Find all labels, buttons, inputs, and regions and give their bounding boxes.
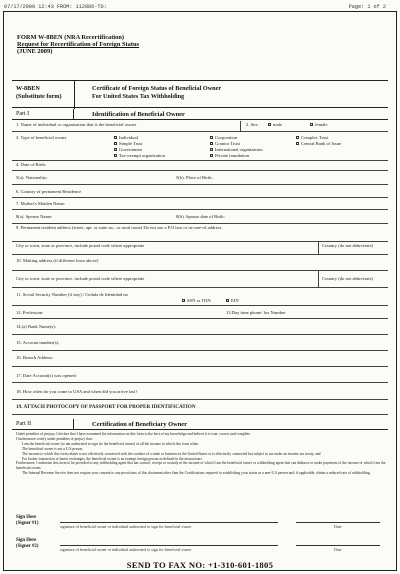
type-central-bank-checkbox[interactable] bbox=[296, 142, 299, 145]
type-private-foundation[interactable] bbox=[210, 153, 249, 158]
signer2-date-label: Date bbox=[334, 547, 342, 552]
city1-line bbox=[12, 254, 388, 255]
signer2-date-line[interactable] bbox=[296, 545, 380, 546]
cert-point3: The income to which this form relates is not effectively connected with the conduct of a trade or business in the United States or is effectively connected but subject to tax under an income tax treaty, and bbox=[22, 451, 321, 456]
field16-label[interactable]: 16. Branch Address: bbox=[16, 355, 54, 360]
sex-male-checkbox[interactable] bbox=[268, 123, 271, 126]
signer2-caption: signature of beneficial owner or individual authorized to sign for beneficial owner bbox=[60, 547, 192, 552]
ein-label: EIN bbox=[231, 298, 239, 303]
form-header-row bbox=[12, 80, 388, 108]
type-individual-label: Individual bbox=[119, 135, 138, 140]
type-corporation-checkbox[interactable] bbox=[210, 136, 213, 139]
cert-point1: I am the beneficial owner (or am authorized to sign for the beneficial owner) of all the income to which this form relate. bbox=[22, 441, 200, 446]
field1-line bbox=[12, 131, 388, 132]
form-code bbox=[16, 85, 62, 101]
field10-line bbox=[12, 270, 388, 271]
type-central-bank-label: Central Bank of Issue bbox=[301, 141, 341, 146]
city2-label[interactable]: City or town, state or province, include postal code where appropriate bbox=[16, 276, 145, 281]
signer1-caption: signature of beneficial owner or individual authorized to sign for beneficial owner bbox=[60, 524, 192, 529]
field3-line bbox=[12, 160, 388, 161]
field5b-label[interactable]: 5(b). Place of Birth: bbox=[176, 175, 213, 180]
field1-label: 1. Name of individual or organization that is the beneficial owner bbox=[16, 122, 137, 127]
type-international-org[interactable] bbox=[210, 147, 263, 152]
ssn-option[interactable] bbox=[182, 298, 211, 303]
form-title-line2: Request for Recertification of Foreign Status bbox=[17, 41, 140, 49]
type-corporation[interactable] bbox=[210, 135, 237, 140]
field19-label: 19. ATTACH PHOTOCOPY OF PASSPORT FOR PROPER IDENTIFICATION bbox=[16, 404, 196, 410]
type-government[interactable] bbox=[114, 147, 142, 152]
form-code-line1: W-8BEN bbox=[16, 85, 40, 92]
signer1-date-line[interactable] bbox=[296, 522, 380, 523]
header-divider bbox=[74, 81, 75, 109]
field1-separator bbox=[240, 121, 241, 132]
cert-intro: Under penalties of perjury, I declare that I have examined the information on this form to the best of my knowledge and believe it is true, correct and complete. bbox=[16, 432, 251, 436]
field17-label[interactable]: 17. Date Account(s) was opened: bbox=[16, 373, 77, 378]
form-code-line2: (Substitute form) bbox=[16, 93, 62, 100]
city1-separator bbox=[318, 242, 319, 254]
sex-female-option[interactable] bbox=[310, 122, 328, 127]
ein-option[interactable] bbox=[226, 298, 239, 303]
field8b-label[interactable]: 8(b). Spouse date of Birth: bbox=[176, 214, 225, 219]
part1-title: Identification of Beneficial Owner bbox=[92, 110, 185, 118]
city2-line bbox=[12, 287, 388, 288]
cert-intro2: I furthermore certify under penalties of perjury that: bbox=[16, 436, 93, 441]
type-grantor-trust-label: Grantor Trust bbox=[215, 141, 240, 146]
type-international-org-checkbox[interactable] bbox=[210, 148, 213, 151]
field14-label[interactable]: 14.(a) Bank Name(s): bbox=[16, 324, 56, 329]
field13-label[interactable]: 13.Day time phone/ fax Number bbox=[226, 310, 286, 315]
type-international-org-label: International organization bbox=[215, 147, 263, 152]
fax-page-count: Page: 1 of 2 bbox=[348, 4, 386, 10]
part1-header bbox=[12, 109, 388, 120]
signer1-date-label: Date bbox=[334, 524, 342, 529]
signer2-label bbox=[16, 538, 38, 550]
type-tax-exempt-org-label: Tax-exempt organization bbox=[119, 153, 165, 158]
field8-line bbox=[12, 223, 388, 224]
type-simple-trust-checkbox[interactable] bbox=[114, 142, 117, 145]
part2-title: Certification of Beneficiary Owner bbox=[92, 420, 187, 428]
city2-separator bbox=[318, 271, 319, 287]
form-title bbox=[17, 34, 139, 56]
certificate-title-line2: For United States Tax Withholding bbox=[92, 93, 185, 100]
ein-checkbox[interactable] bbox=[226, 299, 229, 302]
field11-label[interactable]: 11. Social Security Number (if any) / Cedula de Identidad no bbox=[16, 292, 128, 297]
field5a-label[interactable]: 5(a). Nationality: bbox=[16, 175, 48, 180]
field9-label[interactable]: 9. Permanent resident address (street, apt. or suite no., or rural route) Do not use a P.O.box or in-care-of address bbox=[16, 225, 222, 230]
sex-male-label: male bbox=[273, 122, 282, 127]
country1-label[interactable]: Country (do not abbreviate) bbox=[322, 243, 374, 248]
ssn-checkbox[interactable] bbox=[182, 299, 185, 302]
cert-point2: The beneficial owner is not a U.S person. bbox=[22, 446, 84, 451]
field2-label[interactable]: 2. Sex: bbox=[246, 122, 259, 127]
form-title-line1: FORM W-8BEN (NRA Recertification) bbox=[17, 34, 125, 41]
sign-here-1: Sign Here bbox=[16, 515, 37, 520]
type-complex-trust-checkbox[interactable] bbox=[296, 136, 299, 139]
signer1-signature-line[interactable] bbox=[60, 522, 278, 523]
send-to-fax-number: SEND TO FAX NO: +1-310-601-1805 bbox=[126, 560, 274, 570]
sex-female-label: female bbox=[315, 122, 328, 127]
type-complex-trust-label: Complex Trust bbox=[301, 135, 329, 140]
type-tax-exempt-org[interactable] bbox=[114, 153, 165, 158]
signer1-tag: (Signer #1) bbox=[16, 521, 39, 526]
country2-label[interactable]: Country (do not abbreviate) bbox=[322, 276, 374, 281]
type-grantor-trust-checkbox[interactable] bbox=[210, 142, 213, 145]
type-simple-trust-label: Simple Trust bbox=[119, 141, 143, 146]
sex-female-checkbox[interactable] bbox=[310, 123, 313, 126]
type-central-bank[interactable] bbox=[296, 141, 341, 146]
field17-line bbox=[12, 382, 388, 383]
cert-point5: Furthermore, I authorize this form to be provided to any withholding agent that has control, receipt or custody of the income of which I am the beneficial owner or withholding agent that can disburse or make payments of the income of which I am the beneficial owner. bbox=[16, 461, 386, 471]
field4-line bbox=[12, 170, 388, 171]
field14-line bbox=[12, 334, 388, 335]
fax-header-left: 07/17/2009 12:43 FROM: 112886-TO: bbox=[4, 4, 107, 10]
field18-label[interactable]: 18. How often do you come to USA and when did you arrive last? bbox=[16, 389, 138, 394]
type-private-foundation-checkbox[interactable] bbox=[210, 154, 213, 157]
part2-header bbox=[12, 419, 388, 430]
type-private-foundation-label: Private foundation bbox=[215, 153, 250, 158]
field7-label[interactable]: 7. Mother's Maiden Name: bbox=[16, 201, 66, 206]
field8a-label[interactable]: 8(a). Spouse Name: bbox=[16, 214, 53, 219]
cert-point4: For broker transaction or barter exchanges, the beneficial owner is an exempt foreign person as defined in the instructions. bbox=[22, 456, 203, 461]
field12-label[interactable]: 12. Profession: bbox=[16, 310, 44, 315]
cert-point6: The Internal Revenue Service does not require your consent to any provisions of this document other than the Certifications required to establishing your status as a non-U.S person and, if applicable, obtain a reduced rate of withholding. bbox=[22, 471, 371, 476]
type-simple-trust[interactable] bbox=[114, 141, 143, 146]
field6-line bbox=[12, 197, 388, 198]
type-government-label: Government bbox=[119, 147, 142, 152]
field4-label[interactable]: 4. Date of Birth: bbox=[16, 162, 47, 167]
sign-here-2: Sign Here bbox=[16, 538, 37, 543]
signer2-tag: (Signer #2) bbox=[16, 544, 39, 549]
certification-text bbox=[16, 432, 386, 476]
type-corporation-label: Corporation bbox=[215, 135, 238, 140]
field6-label[interactable]: 6. Country of permanent Residence bbox=[16, 189, 82, 194]
field9-line bbox=[12, 241, 388, 242]
ssn-label: SSN or ITIN bbox=[187, 298, 211, 303]
type-government-checkbox[interactable] bbox=[114, 148, 117, 151]
field10-label[interactable]: 10. Mailing address (if different from above) bbox=[16, 258, 99, 263]
signer2-signature-line[interactable] bbox=[60, 545, 278, 546]
type-individual[interactable] bbox=[114, 135, 138, 140]
type-individual-checkbox[interactable] bbox=[114, 136, 117, 139]
city1-label[interactable]: City or town, state or province, include postal code where appropriate bbox=[16, 243, 145, 248]
field19-line bbox=[12, 414, 388, 415]
signer1-label bbox=[16, 515, 38, 527]
type-complex-trust[interactable] bbox=[296, 135, 328, 140]
sex-male-option[interactable] bbox=[268, 122, 282, 127]
part2-label: Part II bbox=[16, 421, 32, 427]
certificate-title-line1: Certificate of Foreign Status of Beneficial Owner bbox=[92, 85, 222, 92]
type-tax-exempt-org-checkbox[interactable] bbox=[114, 154, 117, 157]
field11-line bbox=[12, 305, 388, 306]
field7-line bbox=[12, 209, 388, 210]
field12-line bbox=[12, 318, 388, 319]
type-grantor-trust[interactable] bbox=[210, 141, 240, 146]
certificate-title bbox=[92, 85, 221, 101]
field3-label: 3. Type of beneficial owner bbox=[16, 135, 67, 140]
field18-line bbox=[12, 399, 388, 400]
form-title-line3: (JUNE 2009) bbox=[17, 48, 53, 56]
field15-line bbox=[12, 350, 388, 351]
field15-label[interactable]: 15. Account number(s): bbox=[16, 340, 60, 345]
part1-label: Part I bbox=[16, 111, 30, 117]
field5-line bbox=[12, 184, 388, 185]
field16-line bbox=[12, 366, 388, 367]
